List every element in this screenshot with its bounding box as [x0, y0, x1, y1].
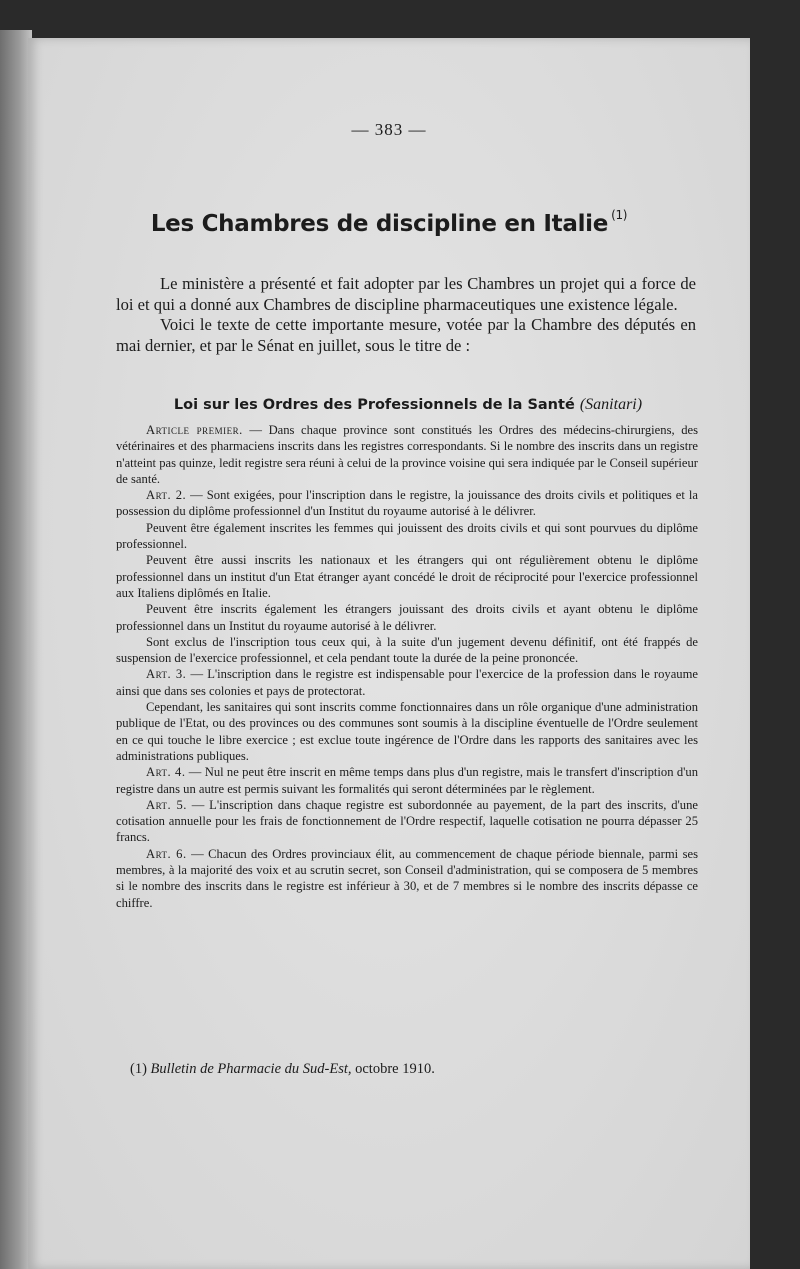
law-paragraph [116, 422, 698, 487]
paragraph-text: — Nul ne peut être inscrit en même temps dans plus d'un registre, mais le transfert d'inscription d'un registre dans un autre est permis suivant les formalités qui seront déterminées par le règlement. [116, 765, 698, 796]
law-paragraph [116, 520, 698, 553]
footnote [130, 1061, 690, 1078]
page-number: — 383 — [351, 120, 427, 139]
article-label: Art. 4. [146, 765, 186, 780]
law-paragraph [116, 846, 698, 911]
law-paragraph [116, 552, 698, 601]
article-label: Art. 2. [146, 488, 187, 503]
intro-paragraph: Le ministère a présenté et fait adopter par les Chambres un projet qui a force de loi et qui a donné aux Chambres de discipline pharmaceutiques une existence légale. [116, 274, 696, 314]
article-label: Art. 5. [146, 797, 187, 812]
paragraph-text: — Dans chaque province sont constitués les Ordres des médecins-chirurgiens, des vétérinaires et des pharmaciens inscrits dans les registres correspondants. Si le nombre des inscrits dans un registre n'atteint pas quinze, ledit registre sera réuni à celui de la province voisine qui sera indiquée par le Conseil supérieur de santé. [116, 423, 698, 486]
paragraph-text: — L'inscription dans chaque registre est subordonnée au payement, de la part des inscrits, d'une cotisation annuelle pour les frais de fonctionnement de l'Ordre respectif, laquelle cotisation ne pourra dépasser 25 francs. [116, 797, 698, 845]
paragraph-text: Peuvent être aussi inscrits les nationaux et les étrangers qui ont régulièrement obtenu le diplôme professionnel dans un institut d'un Etat étranger ayant concédé le droit de réciprocité pour l'exercice professionnel aux Italiens diplômés en Italie. [116, 553, 698, 600]
law-paragraph [116, 764, 698, 797]
law-paragraph [116, 601, 698, 634]
paragraph-text: Peuvent être inscrits également les étrangers jouissant des droits civils et ayant obtenu le diplôme professionnel dans un Institut du royaume autorisé à le délivrer. [116, 602, 698, 633]
footnote-number: (1) [130, 1061, 147, 1077]
footnote-source: Bulletin de Pharmacie du Sud-Est, [150, 1061, 352, 1077]
law-paragraph [116, 487, 698, 520]
introduction [116, 274, 696, 356]
paragraph-text: Sont exclus de l'inscription tous ceux qui, à la suite d'un jugement devenu définitif, ont été frappés de suspension de l'exercice professionnel, et cela pendant toute la durée de la peine prononcée. [116, 634, 698, 666]
paragraph-text: — L'inscription dans le registre est indispensable pour l'exercice de la profession dans le royaume ainsi que dans ses colonies et pays de protectorat. [116, 667, 698, 698]
article-label: Art. 6. [146, 846, 187, 861]
law-paragraph [116, 699, 698, 764]
law-paragraph [116, 634, 698, 667]
footnote-date: octobre 1910. [355, 1061, 435, 1077]
law-paragraph [116, 797, 698, 846]
intro-paragraph: Voici le texte de cette importante mesure, votée par la Chambre des députés en mai dernier, et par le Sénat en juillet, sous le titre de : [116, 315, 696, 355]
paragraph-text: — Chacun des Ordres provinciaux élit, au commencement de chaque période biennale, parmi ses membres, à la majorité des voix et au scrutin secret, son Conseil d'administration, qui se composera de 5 membres si le nombre des inscrits dans le registre est inférieur à 30, et de 7 membres si le nombre des inscrits dépasse ce chiffre. [116, 846, 698, 910]
law-heading-text: Loi sur les Ordres des Professionnels de la Santé [173, 397, 575, 413]
article-label: Art. 3. [146, 667, 187, 682]
article-title [28, 208, 750, 237]
article-label: Article premier. [146, 423, 243, 437]
law-heading [118, 396, 698, 414]
law-paragraph [116, 666, 698, 699]
law-heading-italic: (Sanitari) [579, 396, 643, 413]
footnote-reference: (1) [611, 208, 628, 222]
paragraph-text: Peuvent être également inscrites les femmes qui jouissent des droits civils et qui sont pourvues du diplôme professionnel. [116, 520, 698, 552]
article-title-text: Les Chambres de discipline en Italie [150, 211, 609, 237]
document-page [28, 38, 750, 1269]
paragraph-text: Cependant, les sanitaires qui sont inscrits comme fonctionnaires dans un rôle organique d'une administration publique de l'Etat, ou des provinces ou des communes sont soumis à la discipline éventuelle de l'Ordre seulement en ce qui touche le libre exercice ; est exclue toute ingérence de l'Ordre dans les rapports des sanitaires avec les administrations publiques. [116, 700, 698, 763]
paragraph-text: — Sont exigées, pour l'inscription dans le registre, la jouissance des droits civils et politiques et la possession du diplôme professionnel d'un Institut du royaume autorisé à le délivrer. [116, 488, 698, 519]
law-text [116, 422, 698, 911]
